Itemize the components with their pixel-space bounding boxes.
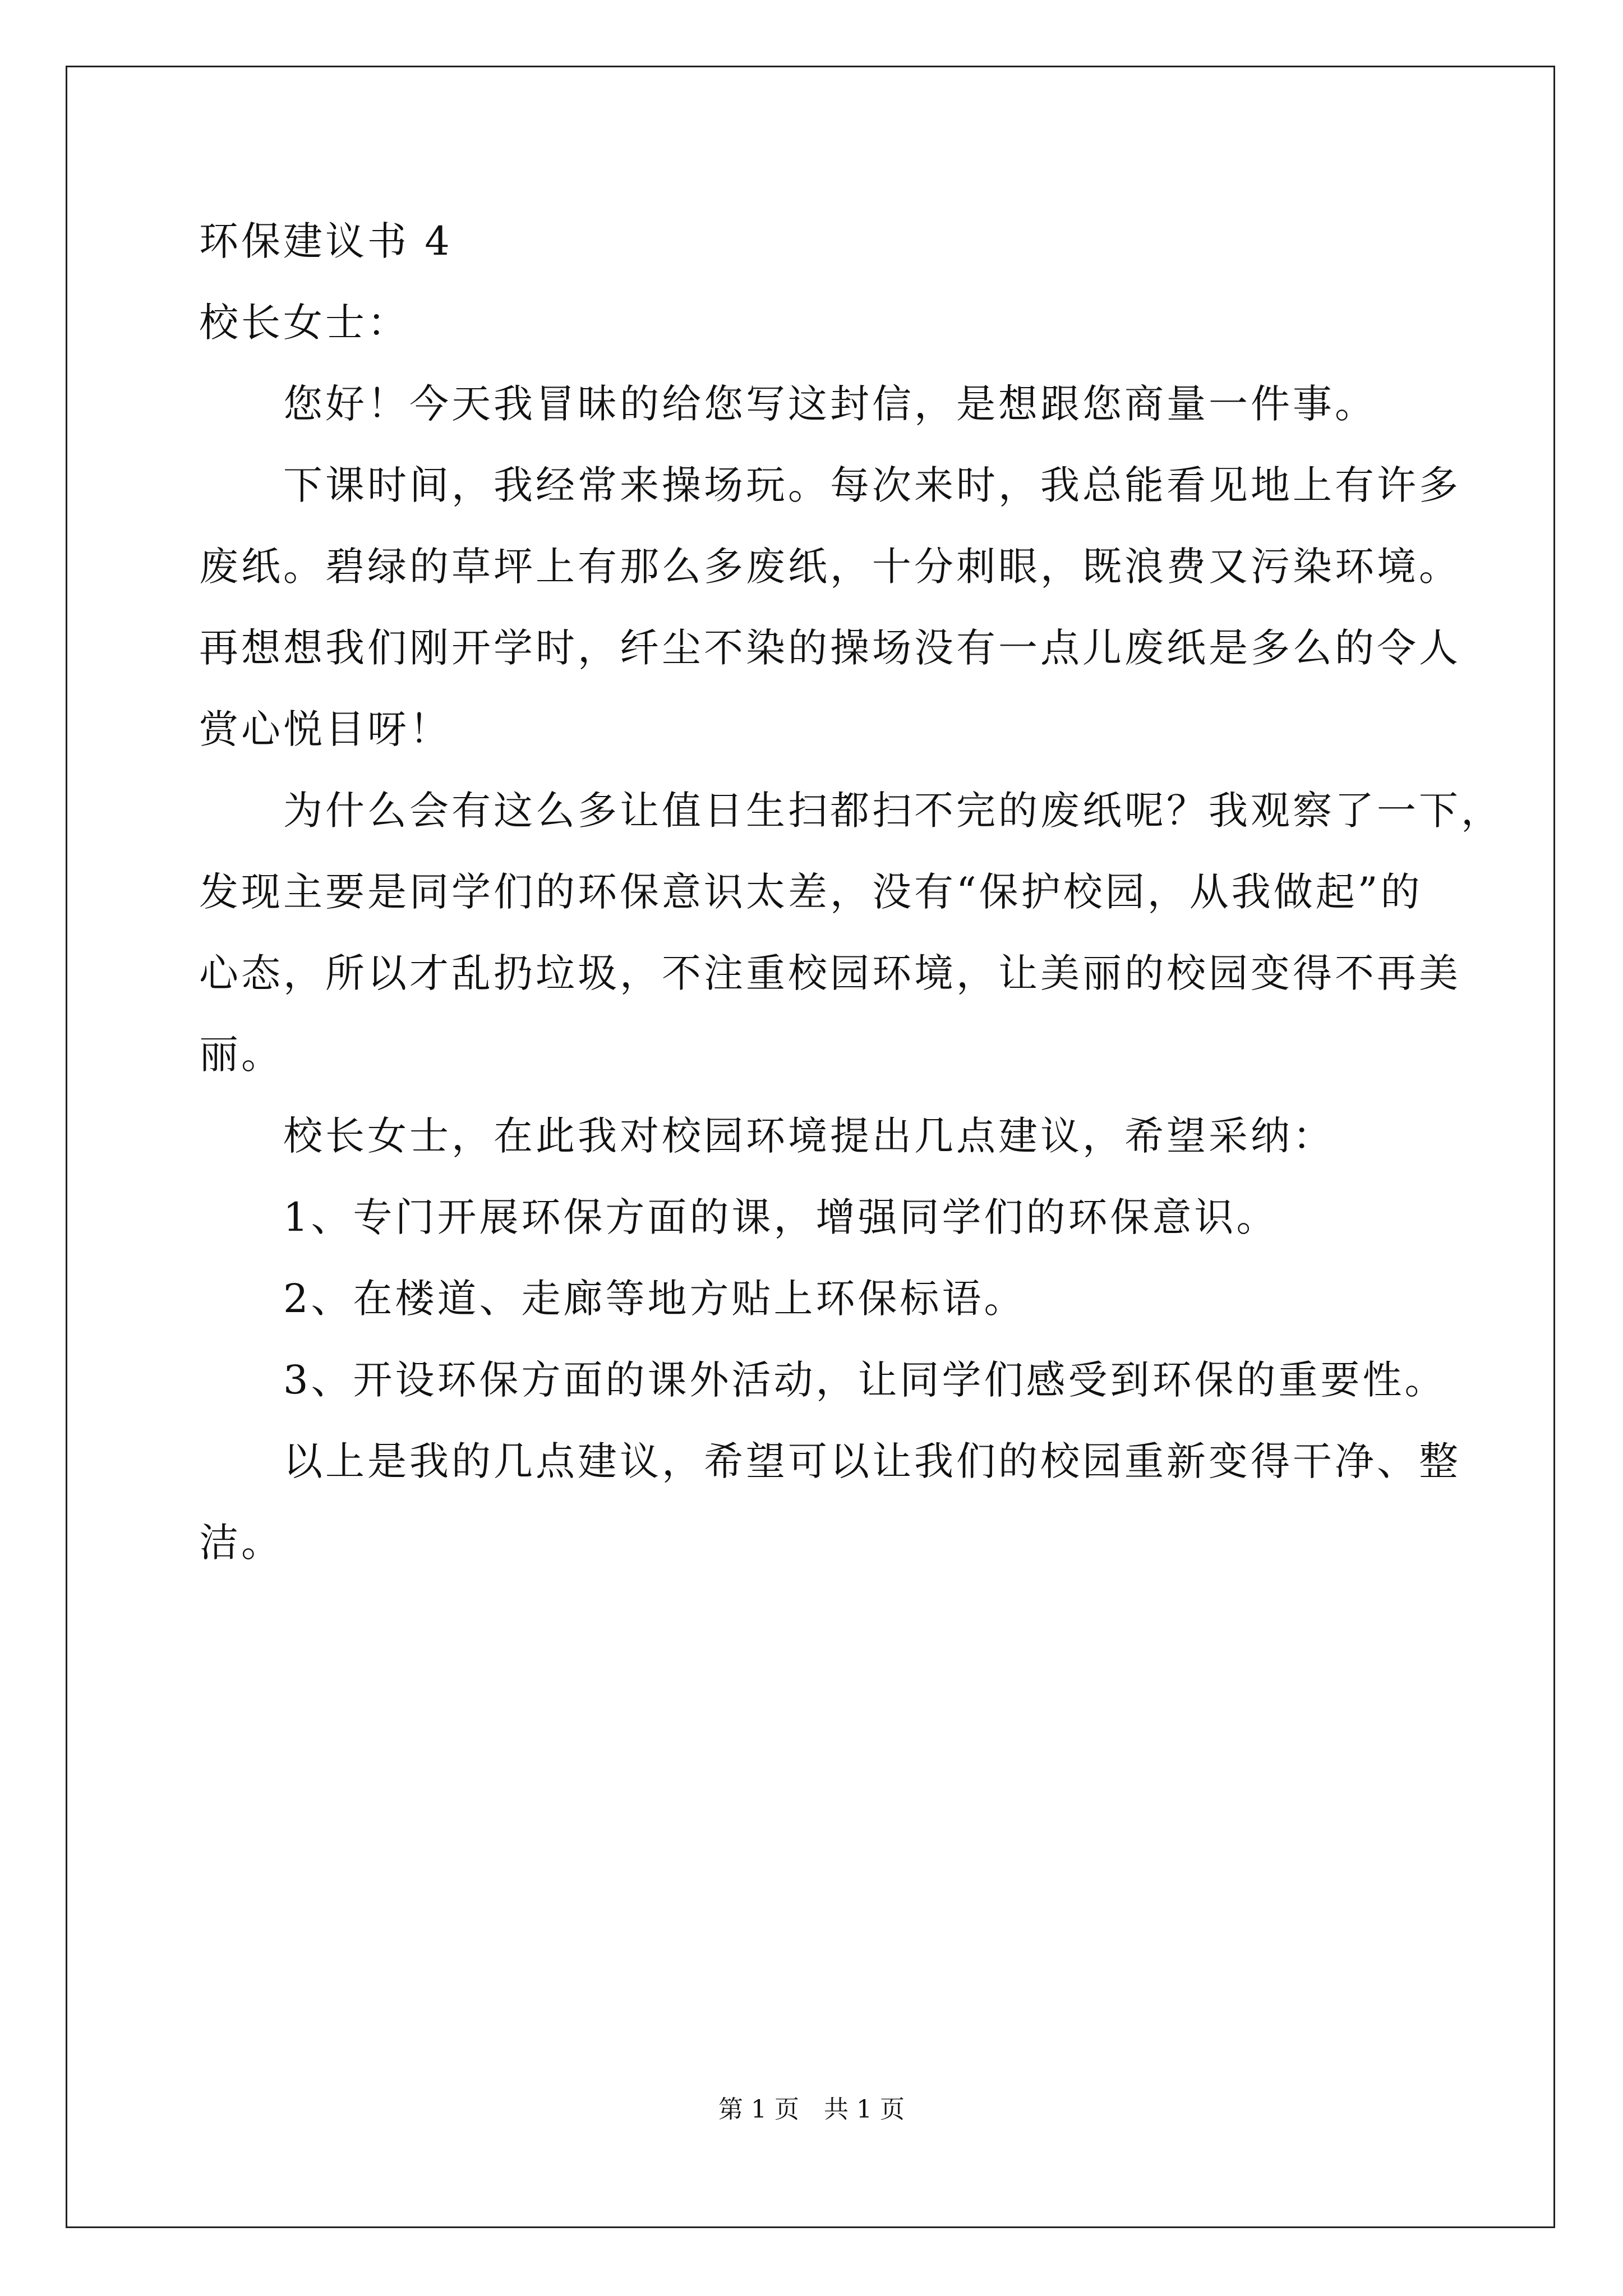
text-line: 赏心悦目呀！	[199, 706, 451, 752]
text-line: 再想想我们刚开学时，纤尘不染的操场没有一点儿废纸是多么的令人	[199, 625, 1461, 671]
text-line: 心态，所以才乱扔垃圾，不注重校园环境，让美丽的校园变得不再美	[199, 950, 1461, 996]
text-line: 为什么会有这么多让值日生扫都扫不完的废纸呢？我观察了一下，	[199, 788, 1503, 834]
text-line: 下课时间，我经常来操场玩。每次来时，我总能看见地上有许多	[199, 462, 1461, 508]
page-number-footer: 第 1 页 共 1 页	[718, 2095, 905, 2124]
text-line: 校长女士，在此我对校园环境提出几点建议，希望采纳：	[199, 1113, 1335, 1159]
suggestion-item: 2、在楼道、走廊等地方贴上环保标语。	[199, 1276, 1026, 1322]
text-line: 洁。	[199, 1520, 283, 1566]
text-line: 丽。	[199, 1032, 283, 1078]
text-line: 发现主要是同学们的环保意识太差，没有“保护校园，从我做起”的	[199, 869, 1423, 915]
text-line: 废纸。碧绿的草坪上有那么多废纸，十分刺眼，既浪费又污染环境。	[199, 544, 1461, 590]
text-line: 您好！今天我冒昧的给您写这封信，是想跟您商量一件事。	[199, 381, 1377, 427]
suggestion-item: 1、专门开展环保方面的课，增强同学们的环保意识。	[199, 1194, 1279, 1240]
document-title: 环保建议书 4	[199, 218, 453, 264]
suggestion-item: 3、开设环保方面的课外活动，让同学们感受到环保的重要性。	[199, 1357, 1447, 1403]
salutation-line: 校长女士：	[199, 300, 409, 346]
text-line: 以上是我的几点建议，希望可以让我们的校园重新变得干净、整	[199, 1438, 1461, 1484]
